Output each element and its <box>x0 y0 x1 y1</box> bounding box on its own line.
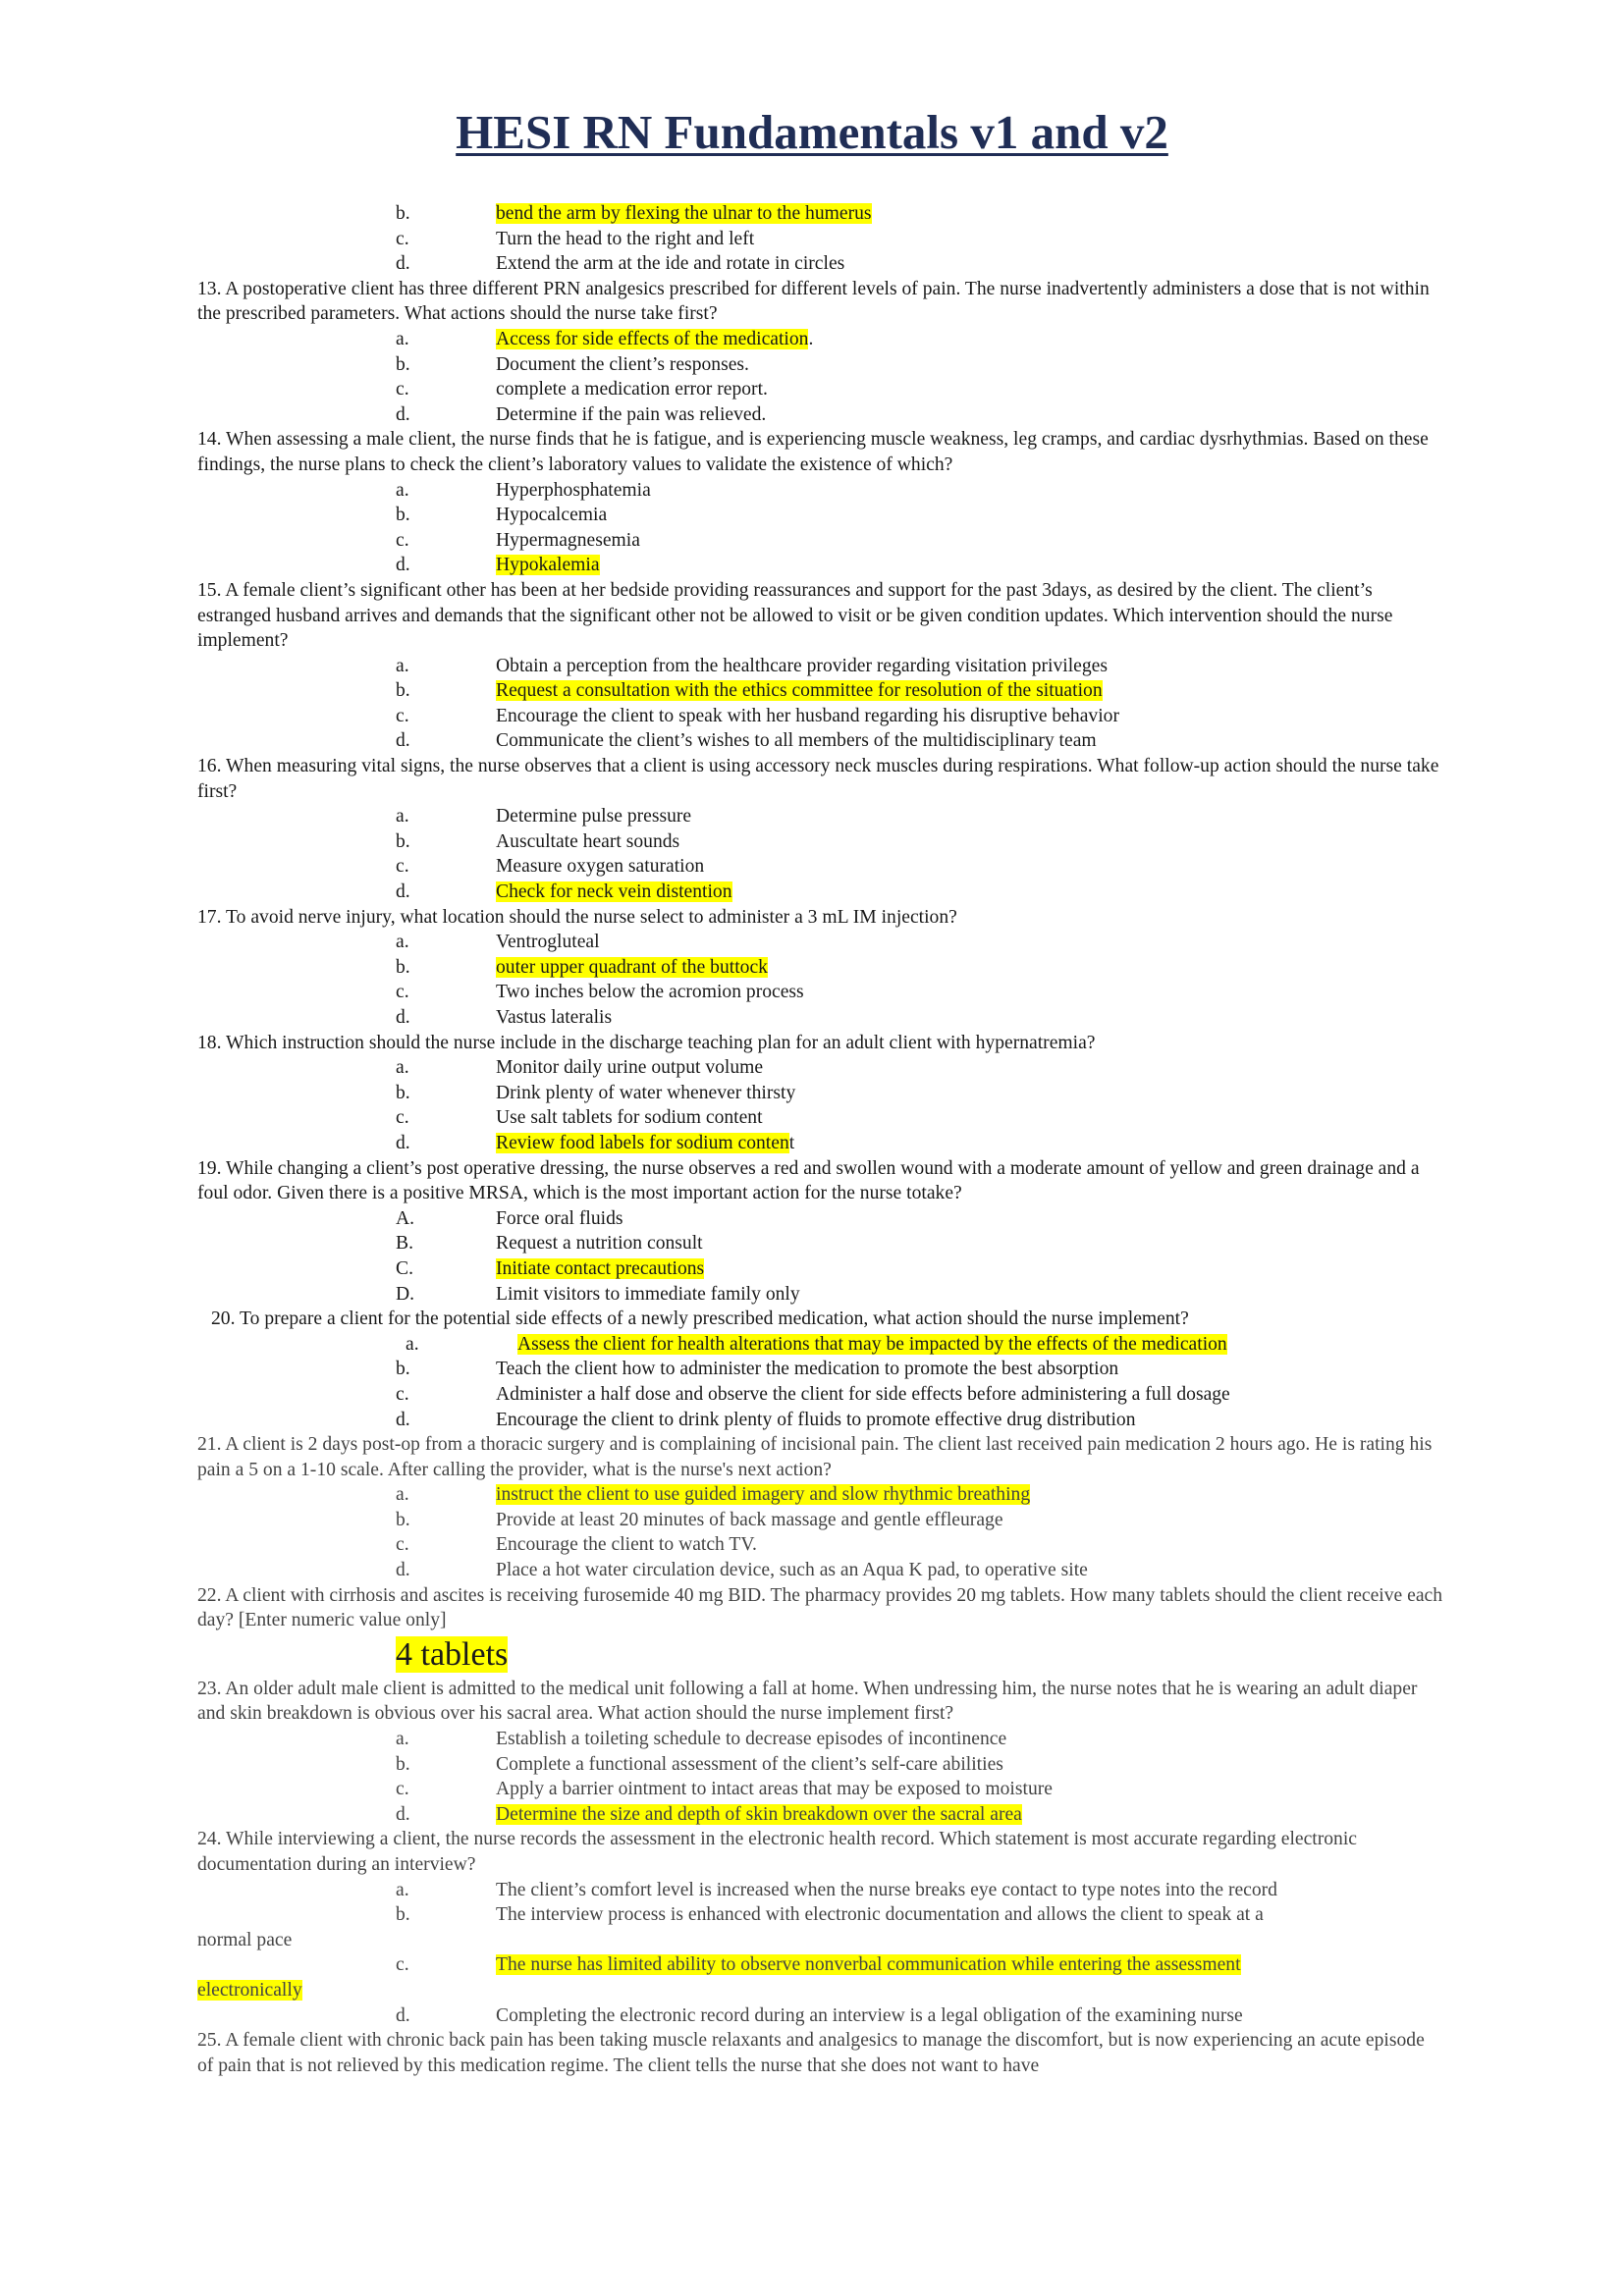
question-stem: 20. To prepare a client for the potential side effects of a newly prescribed medication, what action should the nurse implement? <box>211 1308 1189 1330</box>
answer-option <box>197 1081 1444 1106</box>
option-text <box>496 804 1444 829</box>
option-text <box>496 553 1444 578</box>
option-text <box>496 227 1444 252</box>
option-letter: a. <box>396 806 409 828</box>
option-text <box>496 1282 1444 1308</box>
option-text <box>496 1357 1444 1382</box>
answer-option <box>197 352 1444 378</box>
option-letter: a. <box>396 1484 409 1506</box>
answer-option <box>197 854 1444 880</box>
option-label: Provide at least 20 minutes of back massage and gentle effleurage <box>496 1509 1003 1530</box>
option-label: normal pace <box>197 1929 293 1950</box>
option-label: Monitor daily urine output volume <box>496 1057 764 1079</box>
answer-option <box>197 227 1444 252</box>
answer-option <box>197 251 1444 277</box>
answer-option <box>197 704 1444 729</box>
option-text <box>496 1081 1444 1106</box>
answer-option <box>197 1532 1444 1558</box>
answer-option <box>197 201 1444 227</box>
option-letter: C. <box>396 1257 413 1279</box>
option-text <box>496 728 1444 754</box>
answer-option <box>197 2003 1444 2029</box>
option-text <box>496 854 1444 880</box>
option-letter: c. <box>396 1954 409 1976</box>
option-label: The interview process is enhanced with electronic documentation and allows the client to speak at a <box>496 1904 1264 1926</box>
answer-option <box>197 980 1444 1005</box>
answer-option <box>197 1902 1444 1928</box>
option-letter: c. <box>396 228 409 249</box>
option-letter: b. <box>396 680 410 702</box>
highlighted-answer: Assess the client for health alterations that may be impacted by the effects of the medication <box>517 1333 1227 1355</box>
option-label: The client’s comfort level is increased when the nurse breaks eye contact to type notes into the record <box>496 1879 1277 1900</box>
option-text <box>496 1952 1444 1978</box>
option-label: Communicate the client’s wishes to all members of the multidisciplinary team <box>496 730 1097 752</box>
question-stem: 15. A female client’s significant other has been at her bedside providing reassurances and support for the past 3days, as desired by the client. The client’s estranged husband arrives and demands that the significant other not be allowed to visit or be given condition updates. Which intervention should the nurse implement? <box>197 579 1393 652</box>
option-letter: d. <box>396 881 410 903</box>
option-letter: b. <box>396 1509 410 1530</box>
answer-option <box>197 728 1444 754</box>
option-text <box>496 503 1444 528</box>
answer-option <box>197 1206 1444 1232</box>
option-letter: b. <box>396 505 410 526</box>
option-label: Limit visitors to immediate family only <box>496 1283 800 1305</box>
answer-option <box>197 327 1444 352</box>
answer-option <box>197 1256 1444 1282</box>
highlighted-answer: instruct the client to use guided imagery and slow rhythmic breathing <box>496 1484 1031 1506</box>
answer-option <box>197 478 1444 504</box>
option-text <box>496 678 1444 704</box>
question-stem: 24. While interviewing a client, the nurse records the assessment in the electronic health record. Which statement is most accurate regarding electronic documentation during an interview? <box>197 1829 1357 1875</box>
highlighted-answer: Access for side effects of the medication <box>496 328 809 349</box>
option-letter: c. <box>396 856 409 878</box>
option-label: Turn the head to the right and left <box>496 228 755 249</box>
option-label: Determine if the pain was relieved. <box>496 403 767 425</box>
option-letter: b. <box>396 1753 410 1775</box>
option-label: Obtain a perception from the healthcare provider regarding visitation privileges <box>496 655 1108 676</box>
answer-option <box>197 1055 1444 1081</box>
option-label: Extend the arm at the ide and rotate in circles <box>496 253 845 275</box>
option-label: Request a nutrition consult <box>496 1233 703 1255</box>
option-text <box>496 1508 1444 1533</box>
option-label: Complete a functional assessment of the client’s self-care abilities <box>496 1753 1003 1775</box>
option-text <box>496 1231 1444 1256</box>
option-text <box>496 980 1444 1005</box>
answer-option <box>197 1558 1444 1583</box>
answer-option <box>197 1752 1444 1778</box>
option-text <box>496 1752 1444 1778</box>
option-letter: c. <box>396 982 409 1003</box>
option-label: Force oral fluids <box>496 1207 623 1229</box>
option-text <box>496 1802 1444 1828</box>
question-stem: 17. To avoid nerve injury, what location should the nurse select to administer a 3 mL IM injection? <box>197 906 957 928</box>
answer-option <box>197 829 1444 855</box>
option-text <box>496 352 1444 378</box>
question-list <box>197 201 1444 2078</box>
answer-option <box>197 1482 1444 1508</box>
option-continuation <box>197 1978 1444 2003</box>
question-stem: 16. When measuring vital signs, the nurse observes that a client is using accessory neck muscles during respirations. What follow-up action should the nurse take first? <box>197 756 1439 802</box>
option-letter: a. <box>396 1729 409 1750</box>
answer-option <box>197 1727 1444 1752</box>
option-letter: c. <box>396 1534 409 1556</box>
option-letter: d. <box>396 403 410 425</box>
option-label: Measure oxygen saturation <box>496 856 705 878</box>
option-letter: b. <box>396 956 410 978</box>
option-suffix: . <box>808 328 814 349</box>
answer-option <box>197 1282 1444 1308</box>
answer-option <box>197 553 1444 578</box>
answer-option <box>197 804 1444 829</box>
option-letter: d. <box>396 1132 410 1153</box>
highlighted-answer: Hypokalemia <box>496 555 600 576</box>
option-label: Auscultate heart sounds <box>496 830 680 852</box>
option-text <box>496 1532 1444 1558</box>
option-letter: c. <box>396 529 409 551</box>
option-letter: b. <box>396 203 410 224</box>
option-continuation <box>197 1928 1444 1953</box>
answer-option <box>197 1005 1444 1031</box>
answer-option <box>197 678 1444 704</box>
option-letter: d. <box>396 2004 410 2026</box>
option-letter: c. <box>396 1107 409 1129</box>
option-text <box>496 1256 1444 1282</box>
document-title: HESI RN Fundamentals v1 and v2 <box>456 105 1168 159</box>
highlighted-answer: Determine the size and depth of skin breakdown over the sacral area <box>496 1803 1022 1825</box>
option-text <box>496 1105 1444 1131</box>
option-letter: b. <box>396 830 410 852</box>
answer-option <box>197 1408 1444 1433</box>
answer-option <box>197 1332 1444 1358</box>
option-text <box>496 1777 1444 1802</box>
option-letter: d. <box>396 730 410 752</box>
option-letter: a. <box>396 479 409 501</box>
option-letter: b. <box>396 1359 410 1380</box>
answer-option <box>197 880 1444 905</box>
answer-option <box>197 1131 1444 1156</box>
option-suffix: t <box>788 1132 795 1153</box>
question-stem: 21. A client is 2 days post-op from a thoracic surgery and is complaining of incisional pain. The client last received pain medication 2 hours ago. He is rating his pain a 5 on a 1-10 scale. After calling the provider, what is the nurse's next action? <box>197 1434 1433 1480</box>
option-text <box>496 2003 1444 2029</box>
answer-option <box>197 1231 1444 1256</box>
option-text <box>496 1902 1444 1928</box>
answer-option <box>197 1357 1444 1382</box>
highlighted-answer: Check for neck vein distention <box>496 881 732 903</box>
answer-option <box>197 402 1444 428</box>
option-text <box>496 478 1444 504</box>
option-text <box>496 654 1444 679</box>
option-label: Vastus lateralis <box>496 1007 613 1028</box>
option-letter: d. <box>396 253 410 275</box>
option-text <box>496 1206 1444 1232</box>
answer-option <box>197 654 1444 679</box>
option-label: Apply a barrier ointment to intact areas that may be exposed to moisture <box>496 1779 1053 1800</box>
answer-option <box>197 955 1444 981</box>
option-text <box>496 1382 1444 1408</box>
option-label: Completing the electronic record during an interview is a legal obligation of the examining nurse <box>496 2004 1243 2026</box>
option-label: Place a hot water circulation device, such as an Aqua K pad, to operative site <box>496 1560 1088 1581</box>
option-letter: d. <box>396 1560 410 1581</box>
option-label: complete a medication error report. <box>496 379 768 400</box>
question-stem: 14. When assessing a male client, the nurse finds that he is fatigue, and is experiencing muscle weakness, leg cramps, and cardiac dysrhythmias. Based on these findings, the nurse plans to check the client’s laboratory values to validate the existence of which? <box>197 429 1429 475</box>
option-text <box>496 1482 1444 1508</box>
answer-option <box>197 1952 1444 1978</box>
highlighted-answer: electronically <box>197 1979 302 2001</box>
option-text <box>506 1332 1444 1358</box>
answer-option <box>197 1878 1444 1903</box>
option-letter: B. <box>396 1233 413 1255</box>
highlighted-answer: Request a consultation with the ethics committee for resolution of the situation <box>496 680 1103 702</box>
answer-highlight: 4 tablets <box>396 1635 509 1673</box>
option-letter: A. <box>396 1207 415 1229</box>
option-label: Ventrogluteal <box>496 932 600 953</box>
option-letter: a. <box>396 1057 409 1079</box>
option-label: Drink plenty of water whenever thirsty <box>496 1082 796 1103</box>
highlighted-answer: The nurse has limited ability to observe nonverbal communication while entering the assessment <box>496 1954 1241 1976</box>
option-label: Encourage the client to speak with her husband regarding his disruptive behavior <box>496 705 1119 726</box>
option-label: Teach the client how to administer the medication to promote the best absorption <box>496 1359 1119 1380</box>
answer-option <box>197 1777 1444 1802</box>
option-text <box>496 377 1444 402</box>
question-stem: 13. A postoperative client has three different PRN analgesics prescribed for different levels of pain. The nurse inadvertently administers a dose that is not within the prescribed parameters. What actions should the nurse take first? <box>197 278 1430 325</box>
option-text <box>496 880 1444 905</box>
option-text <box>496 1558 1444 1583</box>
answer-option <box>197 1508 1444 1533</box>
option-text <box>496 1878 1444 1903</box>
option-text <box>496 930 1444 955</box>
option-label: Hypocalcemia <box>496 505 608 526</box>
option-text <box>496 1727 1444 1752</box>
option-letter: b. <box>396 1082 410 1103</box>
question-stem: 19. While changing a client’s post operative dressing, the nurse observes a red and swollen wound with a moderate amount of yellow and green drainage and a foul odor. Given there is a positive MRSA, which is the most important action for the nurse totake? <box>197 1157 1420 1204</box>
answer-option <box>197 1802 1444 1828</box>
option-text <box>496 1408 1444 1433</box>
option-text <box>496 1055 1444 1081</box>
option-label: Document the client’s responses. <box>496 353 749 375</box>
option-label: Use salt tablets for sodium content <box>496 1107 763 1129</box>
option-label: Determine pulse pressure <box>496 806 692 828</box>
option-letter: d. <box>396 1803 410 1825</box>
question-stem: 22. A client with cirrhosis and ascites is receiving furosemide 40 mg BID. The pharmacy provides 20 mg tablets. How many tablets should the client receive each day? [Enter numeric value only] <box>197 1584 1443 1631</box>
option-letter: a. <box>396 328 409 349</box>
option-letter: c. <box>396 705 409 726</box>
option-text <box>496 1131 1444 1156</box>
option-letter: a. <box>396 1879 409 1900</box>
option-label: Establish a toileting schedule to decrease episodes of incontinence <box>496 1729 1007 1750</box>
option-letter: a. <box>406 1333 419 1355</box>
option-text <box>496 1005 1444 1031</box>
highlighted-answer: Initiate contact precautions <box>496 1257 705 1279</box>
answer-option <box>197 1382 1444 1408</box>
highlighted-answer: bend the arm by flexing the ulnar to the humerus <box>496 203 872 224</box>
option-label: Encourage the client to drink plenty of fluids to promote effective drug distribution <box>496 1409 1136 1430</box>
option-label: Encourage the client to watch TV. <box>496 1534 757 1556</box>
option-letter: D. <box>396 1283 415 1305</box>
option-label: Administer a half dose and observe the client for side effects before administering a full dosage <box>496 1383 1230 1405</box>
option-label: Hypermagnesemia <box>496 529 640 551</box>
option-text <box>496 251 1444 277</box>
option-letter: d. <box>396 1007 410 1028</box>
option-label: Hyperphosphatemia <box>496 479 651 501</box>
option-text <box>496 201 1444 227</box>
answer-value <box>197 1633 1444 1677</box>
option-letter: a. <box>396 655 409 676</box>
answer-option <box>197 1105 1444 1131</box>
option-letter: d. <box>396 555 410 576</box>
option-letter: b. <box>396 1904 410 1926</box>
option-text <box>496 829 1444 855</box>
answer-option <box>197 377 1444 402</box>
option-letter: d. <box>396 1409 410 1430</box>
option-label: Two inches below the acromion process <box>496 982 804 1003</box>
option-text <box>496 528 1444 554</box>
question-stem: 18. Which instruction should the nurse include in the discharge teaching plan for an adult client with hypernatremia? <box>197 1032 1096 1053</box>
option-letter: b. <box>396 353 410 375</box>
answer-option <box>197 528 1444 554</box>
question-stem: 23. An older adult male client is admitted to the medical unit following a fall at home. When undressing him, the nurse notes that he is wearing an adult diaper and skin breakdown is obvious over his sacral area. What action should the nurse implement first? <box>197 1678 1418 1725</box>
answer-option <box>197 503 1444 528</box>
option-text <box>496 704 1444 729</box>
option-text <box>496 955 1444 981</box>
option-letter: c. <box>396 1383 409 1405</box>
highlighted-answer: Review food labels for sodium conten <box>496 1132 789 1153</box>
highlighted-answer: outer upper quadrant of the buttock <box>496 956 768 978</box>
option-text <box>496 327 1444 352</box>
question-stem: 25. A female client with chronic back pain has been taking muscle relaxants and analgesics to manage the discomfort, but is now experiencing an acute episode of pain that is not relieved by this medication regime. The client tells the nurse that she does not want to have <box>197 2030 1425 2076</box>
option-letter: a. <box>396 932 409 953</box>
option-letter: c. <box>396 1779 409 1800</box>
answer-option <box>197 930 1444 955</box>
option-text <box>496 402 1444 428</box>
option-letter: c. <box>396 379 409 400</box>
